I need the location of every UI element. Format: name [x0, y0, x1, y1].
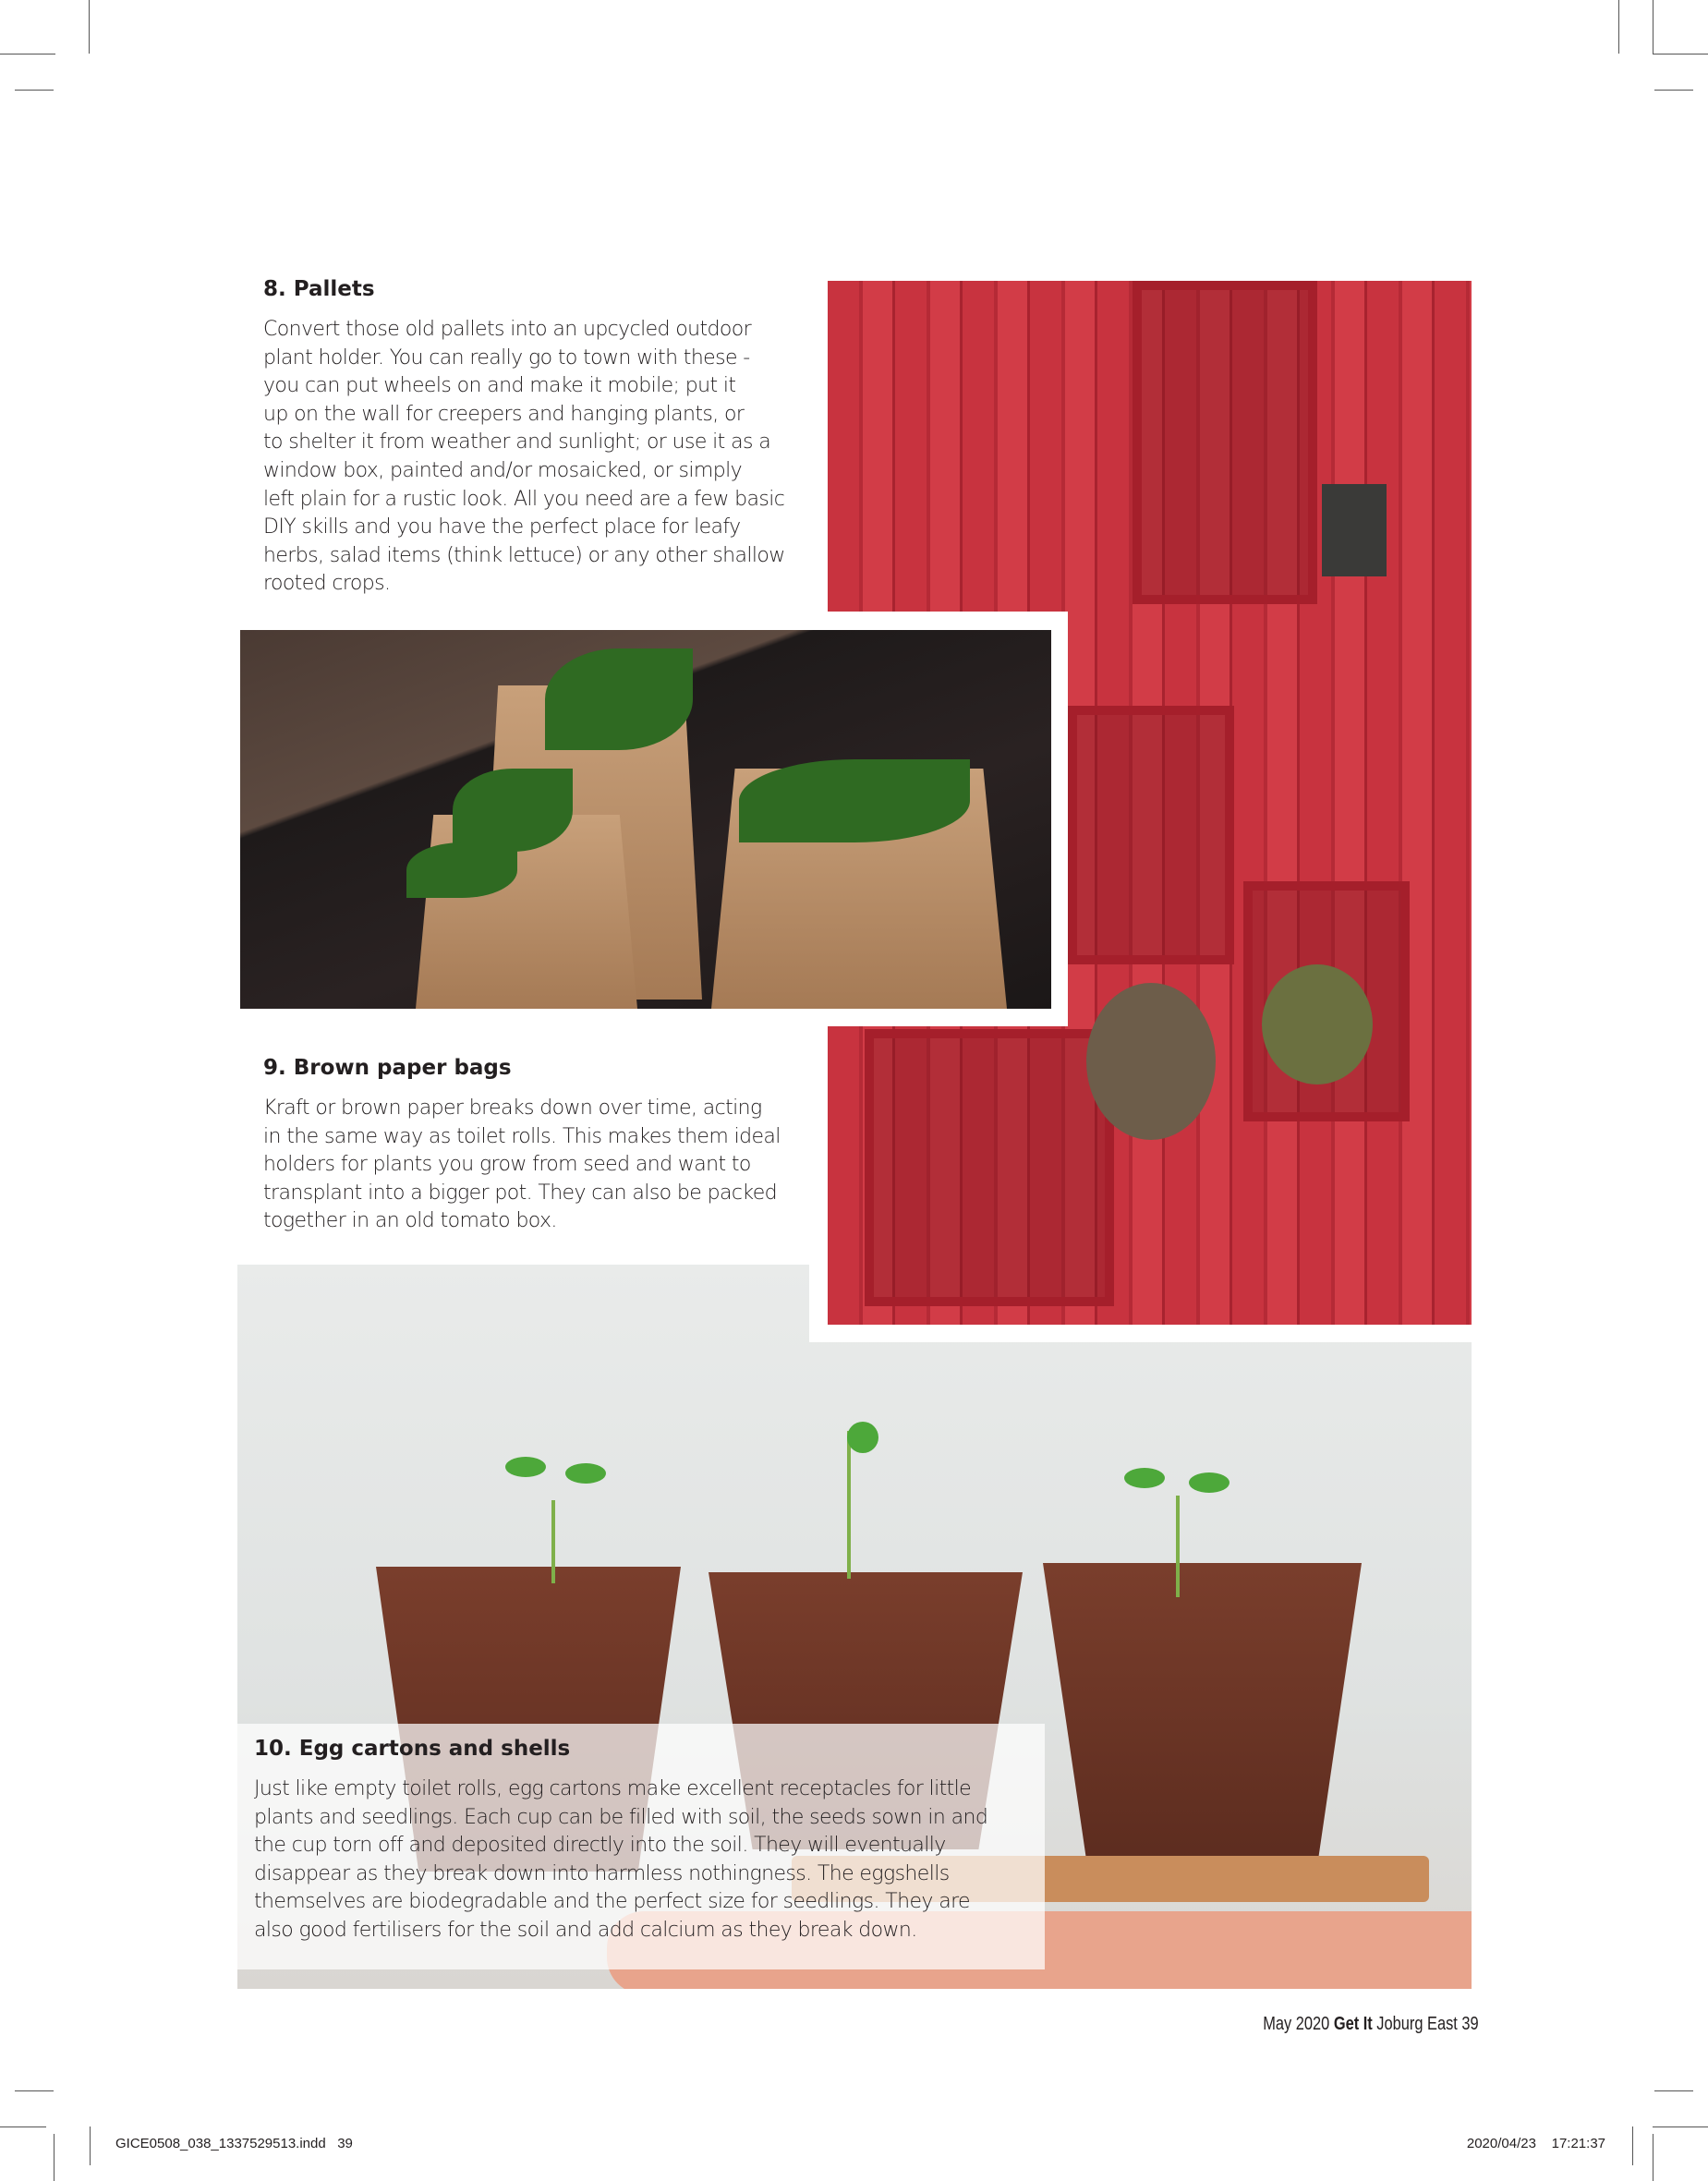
body-line: to shelter it from weather and sunlight; or use it as a: [263, 430, 771, 454]
crop-mark: [1653, 2126, 1708, 2127]
crop-mark: [0, 2126, 46, 2127]
body-line: together in an old tomato box.: [263, 1209, 557, 1233]
footer-brand: Get It: [1334, 2014, 1374, 2034]
crop-mark: [15, 90, 54, 91]
crop-mark: [1632, 2126, 1633, 2165]
body-line: plant holder. You can really go to town with these -: [263, 345, 750, 370]
crop-mark: [90, 2126, 91, 2165]
body-line: disappear as they break down into harmless nothingness. The eggshells: [254, 1861, 950, 1885]
heading-egg-cartons: 10. Egg cartons and shells: [254, 1737, 571, 1761]
body-line: transplant into a bigger pot. They can also be packed: [263, 1181, 778, 1205]
body-line: Just like empty toilet rolls, egg cartons make excellent receptacles for little: [254, 1777, 972, 1800]
body-line: also good fertilisers for the soil and add calcium as they break down.: [254, 1918, 917, 1942]
body-line: herbs, salad items (think lettuce) or any other shallow: [263, 543, 785, 567]
crop-mark: [0, 54, 55, 55]
body-line: DIY skills and you have the perfect place for leafy: [263, 515, 741, 539]
body-line: Convert those old pallets into an upcycled outdoor: [263, 318, 752, 341]
crop-mark: [54, 2134, 55, 2181]
slug-file: [115, 2136, 353, 2151]
body-pallets: [263, 316, 818, 599]
photo-border: [828, 1009, 1068, 1026]
photo-border: [1051, 612, 1068, 1026]
body-line: holders for plants you grow from seed and want to: [263, 1153, 751, 1177]
footer-month: May 2020: [1263, 2014, 1330, 2034]
page-footer: [1264, 2014, 1479, 2035]
crop-mark: [1654, 90, 1693, 91]
body-paper-bags: [263, 1095, 818, 1236]
slug-filename: GICE0508_038_1337529513.indd: [115, 2136, 326, 2151]
slug-page: 39: [337, 2136, 353, 2151]
crop-mark: [1653, 54, 1708, 55]
body-line: themselves are biodegradable and the perfect size for seedlings. They are: [254, 1890, 970, 1914]
body-line: rooted crops.: [263, 572, 391, 596]
footer-edition: Joburg East: [1376, 2014, 1459, 2034]
body-line: up on the wall for creepers and hanging plants, or: [263, 402, 745, 426]
body-line: you can put wheels on and make it mobile; put it: [263, 374, 736, 398]
photo-border: [828, 612, 1068, 630]
heading-paper-bags: 9. Brown paper bags: [263, 1056, 512, 1080]
slug-timestamp: [1467, 2136, 1605, 2151]
crop-mark: [1618, 0, 1619, 54]
body-egg-cartons: [254, 1775, 1039, 1945]
body-line: plants and seedlings. Each cup can be filled with soil, the seeds sown in and: [254, 1805, 988, 1829]
paper-bags-photo: [240, 630, 1051, 1009]
body-line: the cup torn off and deposited directly into the soil. They will eventually: [254, 1834, 946, 1858]
body-line: left plain for a rustic look. All you need are a few basic: [263, 487, 785, 511]
slug-date: 2020/04/23: [1466, 2136, 1536, 2151]
slug-time: 17:21:37: [1551, 2136, 1605, 2151]
crop-mark: [15, 2090, 54, 2091]
footer-page: 39: [1461, 2014, 1479, 2034]
body-line: window box, painted and/or mosaicked, or simply: [263, 458, 743, 482]
body-line: Kraft or brown paper breaks down over time, acting: [263, 1097, 762, 1120]
heading-pallets: 8. Pallets: [263, 277, 375, 301]
body-line: in the same way as toilet rolls. This makes them ideal: [263, 1124, 781, 1148]
crop-mark: [1654, 2090, 1693, 2091]
crop-mark: [89, 0, 90, 54]
